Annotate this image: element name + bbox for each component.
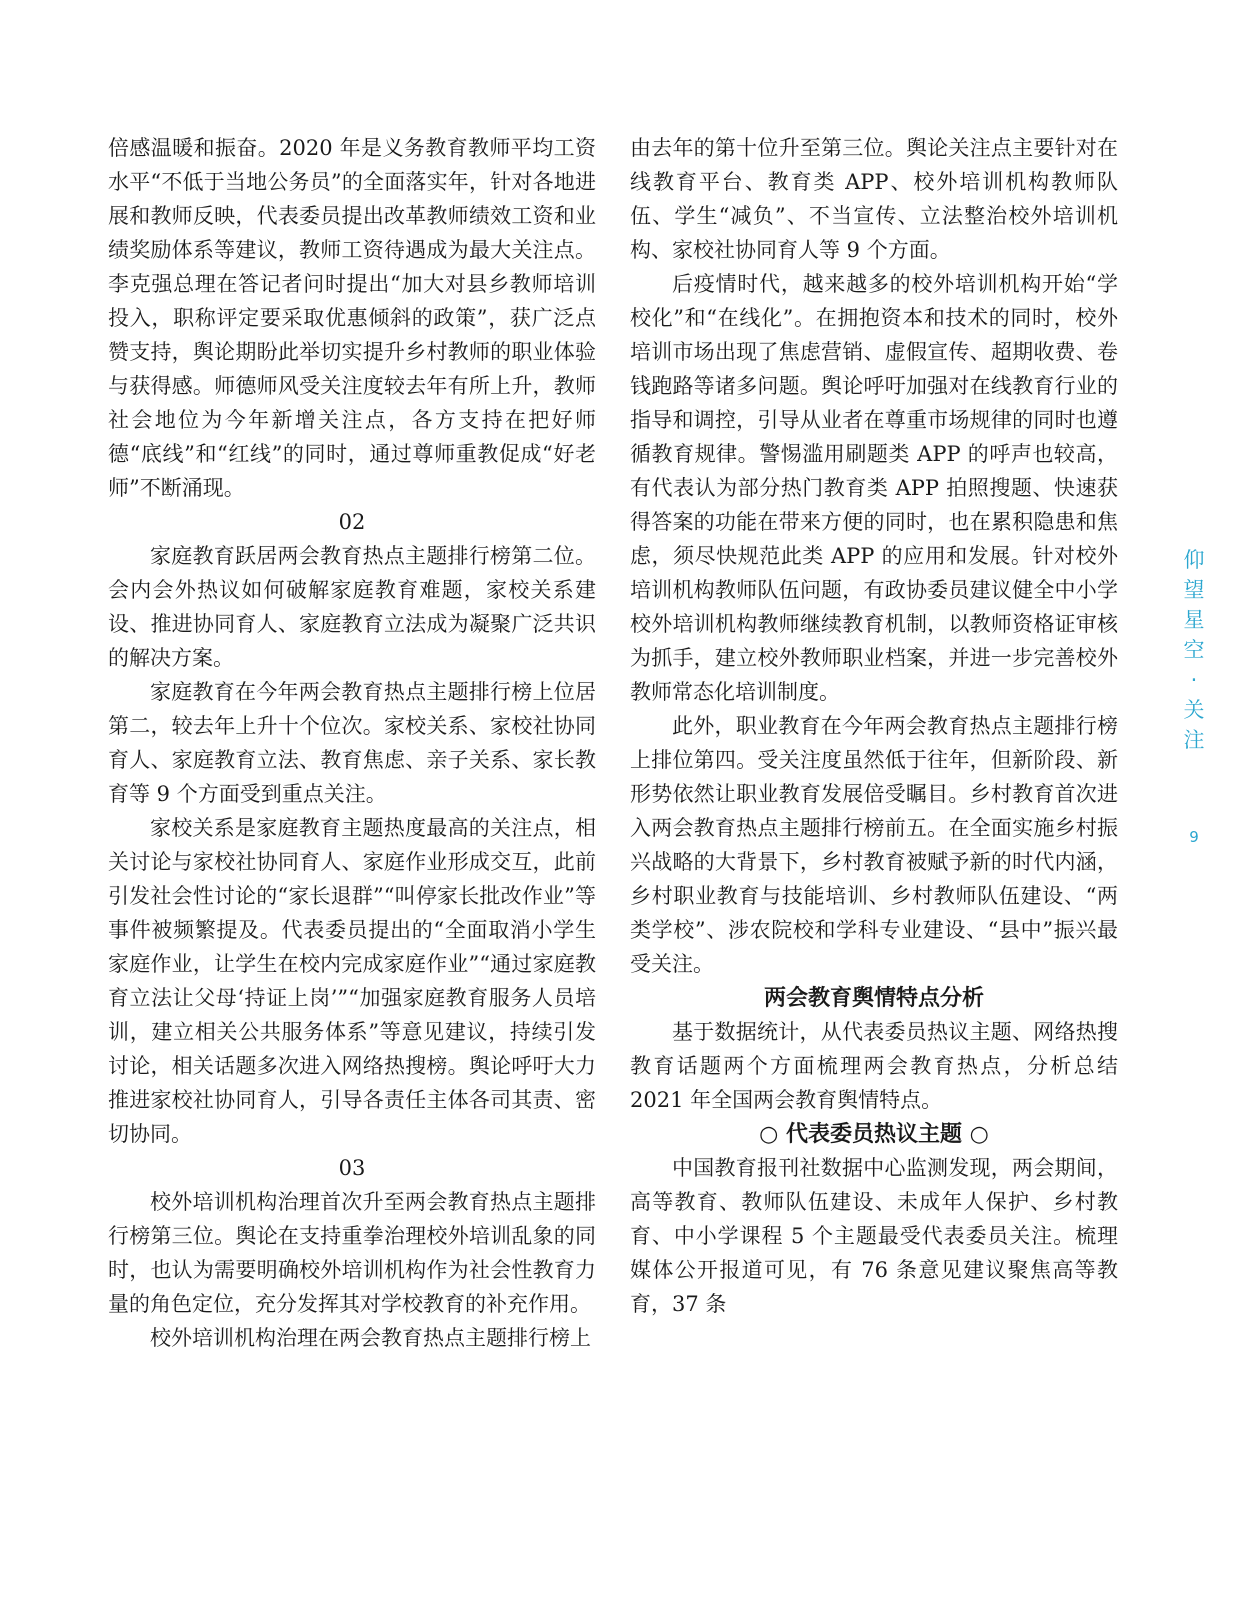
paragraph: 由去年的第十位升至第三位。舆论关注点主要针对在线教育平台、教育类 APP、校外培训机构教师队伍、学生“减负”、不当宣传、立法整治校外培训机构、家校社协同育人等 9 个方面。 [630, 136, 1118, 262]
section-sidebar-label [1176, 545, 1212, 755]
sidebar-char: 仰 [1183, 548, 1205, 572]
sidebar-char: 关 [1183, 698, 1205, 722]
paragraph: 校外培训机构治理首次升至两会教育热点主题排行榜第三位。舆论在支持重拳治理校外培训乱象的同时，也认为需要明确校外培训机构作为社会性教育力量的角色定位，充分发挥其对学校教育的补充作用。 [108, 1190, 596, 1316]
sidebar-char: 注 [1183, 728, 1205, 752]
paragraph: 此外，职业教育在今年两会教育热点主题排行榜上排位第四。受关注度虽然低于往年，但新阶段、新形势依然让职业教育发展倍受瞩目。乡村教育首次进入两会教育热点主题排行榜前五。在全面实施乡村振兴战略的大背景下，乡村教育被赋予新的时代内涵，乡村职业教育与技能培训、乡村教师队伍建设、“两类学校”、涉农院校和学科专业建设、“县中”振兴最受关注。 [630, 714, 1118, 976]
paragraph: 家校关系是家庭教育主题热度最高的关注点，相关讨论与家校社协同育人、家庭作业形成交互，此前引发社会性讨论的“家长退群”“叫停家长批改作业”等事件被频繁提及。代表委员提出的“全面取消小学生家庭作业，让学生在校内完成家庭作业”“通过家庭教育立法让父母‘持证上岗’”“加强家庭教育服务人员培训，建立相关公共服务体系”等意见建议，持续引发讨论，相关话题多次进入网络热搜榜。舆论呼吁大力推进家校社协同育人，引导各责任主体各司其责、密切协同。 [108, 816, 596, 1146]
right-column [630, 131, 1118, 1321]
sidebar-char: · [1190, 668, 1198, 692]
section-number: 02 [338, 510, 366, 534]
paragraph: 中国教育报刊社数据中心监测发现，两会期间，高等教育、教师队伍建设、未成年人保护、乡村教育、中小学课程 5 个主题最受代表委员关注。梳理媒体公开报道可见，有 76 条意见建议聚焦高等教育，37 条 [630, 1156, 1118, 1316]
paragraph: 校外培训机构治理在两会教育热点主题排行榜上 [150, 1326, 591, 1350]
section-heading: 两会教育舆情特点分析 [763, 985, 984, 1011]
paragraph: 家庭教育在今年两会教育热点主题排行榜上位居第二，较去年上升十个位次。家校关系、家校社协同育人、家庭教育立法、教育焦虑、亲子关系、家长教育等 9 个方面受到重点关注。 [108, 680, 596, 806]
subsection-heading: ○ 代表委员热议主题 ○ [759, 1121, 989, 1147]
paragraph: 倍感温暖和振奋。2020 年是义务教育教师平均工资水平“不低于当地公务员”的全面落实年，针对各地进展和教师反映，代表委员提出改革教师绩效工资和业绩奖励体系等建议，教师工资待遇成为最大关注点。李克强总理在答记者问时提出“加大对县乡教师培训投入，职称评定要采取优惠倾斜的政策”，获广泛点赞支持，舆论期盼此举切实提升乡村教师的职业体验与获得感。师德师风受关注度较去年有所上升，教师社会地位为今年新增关注点，各方支持在把好师德“底线”和“红线”的同时，通过尊师重教促成“好老师”不断涌现。 [108, 136, 596, 500]
paragraph: 后疫情时代，越来越多的校外培训机构开始“学校化”和“在线化”。在拥抱资本和技术的同时，校外培训市场出现了焦虑营销、虚假宣传、超期收费、卷钱跑路等诸多问题。舆论呼吁加强对在线教育行业的指导和调控，引导从业者在尊重市场规律的同时也遵循教育规律。警惕滥用刷题类 APP 的呼声也较高，有代表认为部分热门教育类 APP 拍照搜题、快速获得答案的功能在带来方便的同时，也在累积隐患和焦虑，须尽快规范此类 APP 的应用和发展。针对校外培训机构教师队伍问题，有政协委员建议健全中小学校外培训机构教师继续教育机制，以教师资格证审核为抓手，建立校外教师职业档案，并进一步完善校外教师常态化培训制度。 [630, 272, 1118, 704]
left-column [108, 131, 596, 1355]
paragraph: 家庭教育跃居两会教育热点主题排行榜第二位。会内会外热议如何破解家庭教育难题，家校关系建设、推进协同育人、家庭教育立法成为凝聚广泛共识的解决方案。 [108, 544, 596, 670]
page-number: 9 [1189, 828, 1199, 846]
sidebar-char: 望 [1183, 578, 1205, 602]
section-number: 03 [338, 1156, 366, 1180]
sidebar-char: 空 [1183, 638, 1205, 662]
paragraph: 基于数据统计，从代表委员热议主题、网络热搜教育话题两个方面梳理两会教育热点，分析总结 2021 年全国两会教育舆情特点。 [630, 1020, 1118, 1112]
sidebar-char: 星 [1183, 608, 1205, 632]
